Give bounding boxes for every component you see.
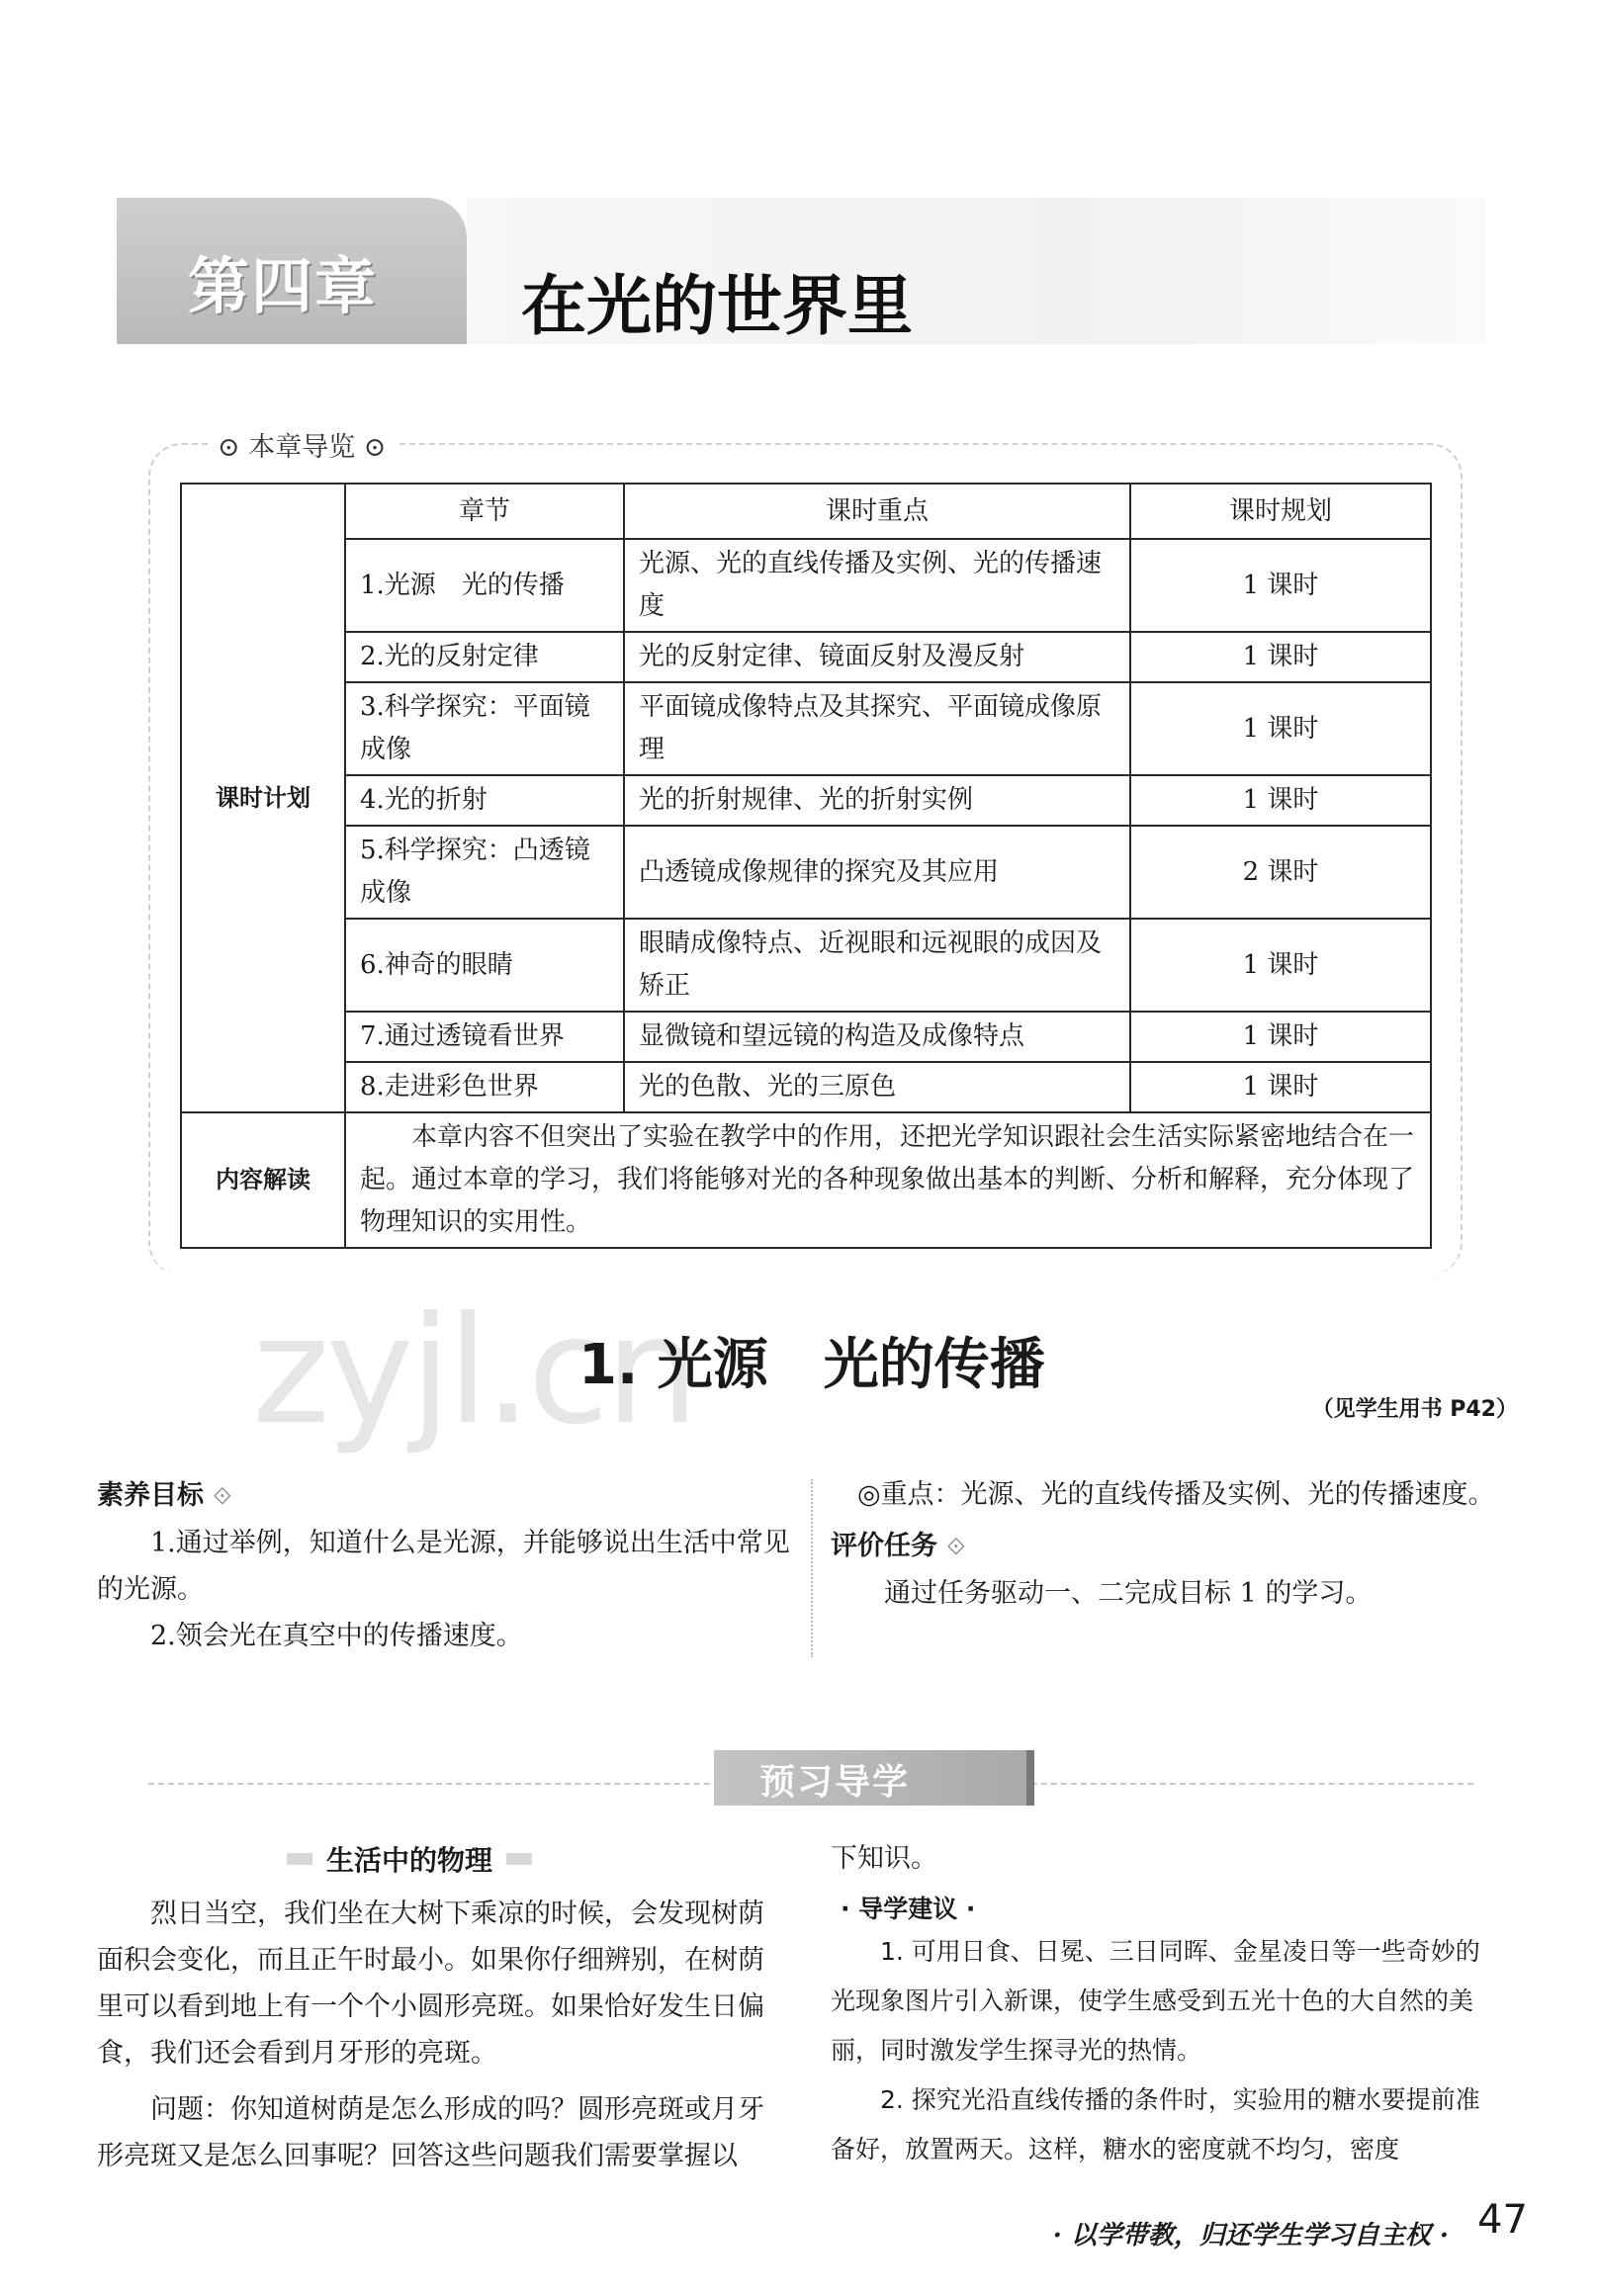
guide-label: · 导学建议 ·	[841, 1895, 976, 1923]
arrow-icon: ⟐	[213, 1482, 232, 1510]
row-key: 光的反射定律、镜面反射及漫反射	[624, 632, 1130, 682]
focus-text: ◎重点：光源、光的直线传播及实例、光的传播速度。	[857, 1479, 1495, 1510]
col-header-hours: 课时规划	[1130, 484, 1431, 539]
plan-table	[180, 483, 1432, 1249]
row-hours: 1 课时	[1130, 632, 1431, 682]
row-section: 5.科学探究：凸透镜成像	[345, 826, 624, 919]
guide-paragraph: 1. 可用日食、日冕、三日同晖、金星凌日等一些奇妙的光现象图片引入新课，使学生感受到五光十色的大自然的美丽，同时激发学生探寻光的热情。	[831, 1937, 1480, 2065]
row-hours: 1 课时	[1130, 919, 1431, 1012]
row-hours: 1 课时	[1130, 682, 1431, 775]
guide-paragraph: 2. 探究光沿直线传播的条件时，实验用的糖水要提前准备好，放置两天。这样，糖水的密度就不均匀，密度	[831, 2085, 1480, 2164]
guide-continuation: 下知识。	[831, 1843, 937, 1874]
table-row	[181, 1012, 1431, 1062]
life-question: 问题：你知道树荫是怎么形成的吗？圆形亮斑或月牙形亮斑又是怎么回事呢？回答这些问题我们需要掌握以	[97, 2094, 764, 2171]
task-text: 通过任务驱动一、二完成目标 1 的学习。	[884, 1578, 1373, 1609]
row-key: 光的折射规律、光的折射实例	[624, 775, 1130, 826]
row-section: 1.光源 光的传播	[345, 539, 624, 632]
table-header-row	[181, 484, 1431, 539]
goals-block	[97, 1473, 799, 1659]
row-section: 3.科学探究：平面镜成像	[345, 682, 624, 775]
focus-task-block	[831, 1471, 1503, 1617]
row-key: 光的色散、光的三原色	[624, 1062, 1130, 1112]
row-key: 光源、光的直线传播及实例、光的传播速度	[624, 539, 1130, 632]
row-hours: 1 课时	[1130, 1062, 1431, 1112]
row-section: 2.光的反射定律	[345, 632, 624, 682]
table-row	[181, 775, 1431, 826]
content-text: 本章内容不但突出了实验在教学中的作用，还把光学知识跟社会生活实际紧密地结合在一起。通过本章的学习，我们将能够对光的各种现象做出基本的判断、分析和解释，充分体现了物理知识的实用性。	[345, 1112, 1431, 1248]
table-row	[181, 1062, 1431, 1112]
goal-item: 2.领会光在真空中的传播速度。	[150, 1621, 523, 1651]
col-header-key: 课时重点	[624, 484, 1130, 539]
row-key: 凸透镜成像规律的探究及其应用	[624, 826, 1130, 919]
goals-heading	[97, 1473, 799, 1512]
overview-label: ⊙ 本章导览 ⊙	[208, 425, 396, 464]
table-row	[181, 682, 1431, 775]
row-section: 8.走进彩色世界	[345, 1062, 624, 1112]
row-section: 6.神奇的眼睛	[345, 919, 624, 1012]
life-block	[97, 1891, 789, 2179]
goals-heading-text: 素养目标	[97, 1480, 204, 1511]
column-divider	[811, 1479, 813, 1657]
row-section: 4.光的折射	[345, 775, 624, 826]
footer-motto: · 以学带教，归还学生学习自主权 ·	[1052, 2221, 1449, 2251]
goal-item: 1.通过举例，知道什么是光源，并能够说出生活中常见的光源。	[97, 1528, 790, 1605]
row-section: 7.通过透镜看世界	[345, 1012, 624, 1062]
task-heading-text: 评价任务	[831, 1531, 937, 1561]
row-hours: 1 课时	[1130, 775, 1431, 826]
section-title: 1. 光源 光的传播	[578, 1333, 1045, 1397]
row-hours: 1 课时	[1130, 1012, 1431, 1062]
chapter-title: 在光的世界里	[521, 268, 913, 344]
row-hours: 1 课时	[1130, 539, 1431, 632]
content-row	[181, 1112, 1431, 1248]
life-title: 生活中的物理	[287, 1839, 532, 1879]
row-key: 平面镜成像特点及其探究、平面镜成像原理	[624, 682, 1130, 775]
life-paragraph: 烈日当空，我们坐在大树下乘凉的时候，会发现树荫面积会变化，而且正午时最小。如果你仔细辨别，在树荫里可以看到地上有一个个小圆形亮斑。如果恰好发生日偏食，我们还会看到月牙形的亮斑。	[97, 1899, 764, 2069]
reference-note: （见学生用书 P42）	[1311, 1397, 1518, 1422]
col-header-section: 章节	[345, 484, 624, 539]
plan-label: 课时计划	[181, 484, 345, 1112]
chapter-label: 第四章	[188, 250, 379, 322]
page-number: 47	[1477, 2197, 1528, 2243]
preview-label: 预习导学	[759, 1762, 911, 1803]
table-row	[181, 919, 1431, 1012]
arrow-icon: ⟐	[946, 1533, 966, 1560]
row-key: 显微镜和望远镜的构造及成像特点	[624, 1012, 1130, 1062]
guide-block	[831, 1835, 1503, 2174]
row-hours: 2 课时	[1130, 826, 1431, 919]
table-row	[181, 539, 1431, 632]
table-row	[181, 632, 1431, 682]
task-heading	[831, 1524, 1503, 1562]
watermark: zyjl.cn	[252, 1285, 696, 1457]
content-label: 内容解读	[181, 1112, 345, 1248]
row-key: 眼睛成像特点、近视眼和远视眼的成因及矫正	[624, 919, 1130, 1012]
table-row	[181, 826, 1431, 919]
